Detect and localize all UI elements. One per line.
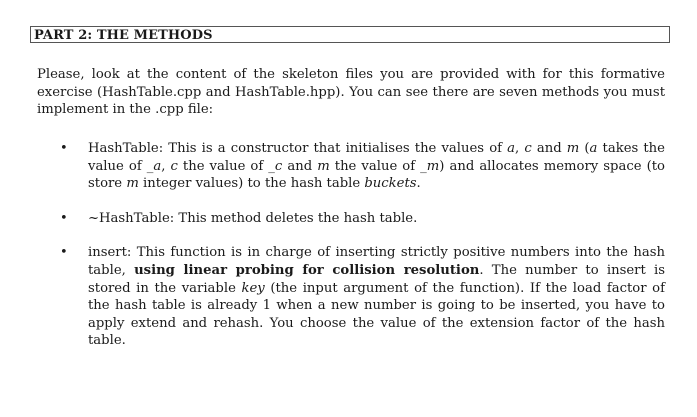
intro-paragraph: Please, look at the content of the skeleton files you are provided with for this formative exercise (HashTable.cpp and HashTable.hpp). You can see there are seven methods you must implement in the .cpp file:: [37, 67, 665, 118]
method-item-constructor: [0, 140, 697, 193]
method-description: ~HashTable: This method deletes the hash table.: [88, 210, 418, 226]
section-title: PART 2: THE METHODS: [34, 27, 217, 43]
bullet-icon: •: [60, 245, 68, 261]
method-description: HashTable: This is a constructor that initialises the values of a, c and m (a takes the value of _a, c the value of _c and m the value of _m) and allocates memory space (to store m integer values) to the hash table buckets.: [88, 141, 665, 192]
method-item-insert: [0, 244, 697, 350]
method-description: insert: This function is in charge of inserting strictly positive numbers into the hash table, using linear probing for collision resolution. The number to insert is stored in the variable key (the input argument of the function). If the load factor of the hash table is already 1 when a new number is going to be inserted, you have to apply extend and rehash. You choose the value of the extension factor of the hash table.: [88, 245, 665, 349]
bullet-icon: •: [60, 141, 68, 156]
section-header-box: [30, 26, 670, 43]
bullet-icon: •: [60, 210, 68, 226]
method-item-destructor: [0, 210, 697, 228]
methods-list: [0, 140, 697, 367]
